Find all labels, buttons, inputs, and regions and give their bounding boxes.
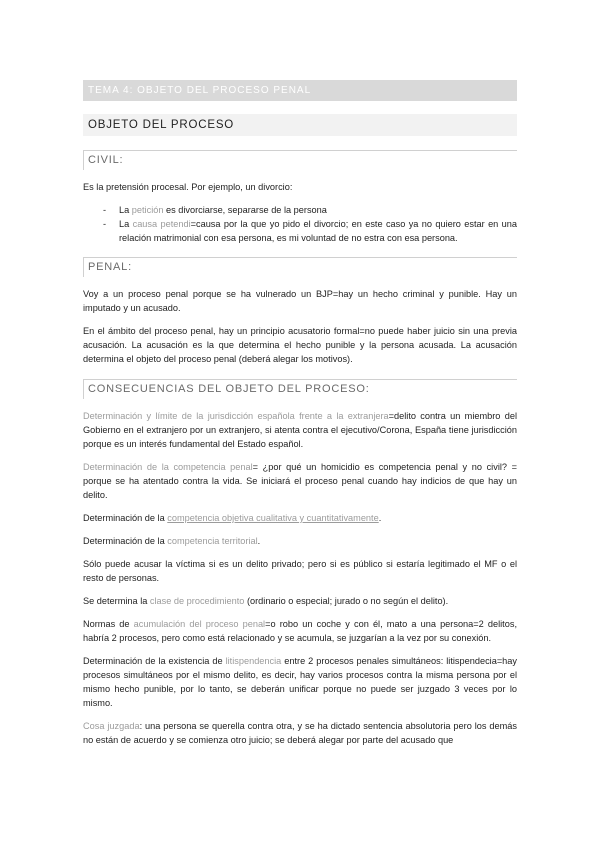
paragraph-text: Normas de	[83, 619, 134, 629]
paragraph-text: Determinación de la	[83, 536, 168, 546]
item-text: La	[119, 205, 132, 215]
consecuencia-legitimacion: Sólo puede acusar la víctima si es un delito privado; pero si es público si estaría legitimado el MF o el resto de personas.	[83, 559, 517, 583]
list-item	[103, 203, 517, 217]
highlighted-term: Cosa juzgada	[83, 721, 140, 731]
paragraph-text: Determinación de la	[83, 513, 168, 523]
item-text: =causa por la que yo pido el divorcio; en este caso ya no quiero estar en una relación matrimonial con esa persona, es mi voluntad de no estra con esa persona.	[119, 219, 517, 243]
highlighted-term: Determinación y límite de la jurisdicción española frente a la extranjera	[83, 411, 389, 421]
highlighted-term: clase de procedimiento	[149, 596, 245, 606]
paragraph-text: : una persona se querella contra otra, y se ha dictado sentencia absolutoria pero los demás no están de acuerdo y se comienza otro juicio; se deberá alegar por parte del acusado que	[83, 721, 517, 745]
consecuencia-clase-procedimiento	[83, 594, 517, 608]
consecuencia-jurisdiccion	[83, 409, 517, 451]
paragraph-text: =delito contra un miembro del Gobierno en el extranjero por un extranjero, si atenta contra el ejecutivo/Corona, España tiene jurisdicción porque es un interés fundamental del Estado español.	[83, 411, 517, 449]
section-heading-consecuencias: CONSECUENCIAS DEL OBJETO DEL PROCESO:	[83, 379, 517, 399]
paragraph-text: entre 2 procesos penales simultáneos: litispendecia=hay procesos simultáneos por el mismo delito, es decir, hay varios procesos contra la misma persona por el mismo hecho punible, por lo tanto, se deberán unificar porque no puede ser juzgado 3 veces por lo mismo.	[83, 656, 517, 708]
paragraph-text: .	[257, 536, 261, 546]
civil-intro: Es la pretensión procesal. Por ejemplo, un divorcio:	[83, 182, 293, 192]
highlighted-term: litispendencia	[225, 656, 282, 666]
consecuencia-competencia-objetiva	[83, 511, 517, 525]
highlighted-term: causa petendi	[132, 219, 191, 229]
paragraph-text: Determinación de la existencia de	[83, 656, 226, 666]
consecuencia-litispendencia	[83, 654, 517, 710]
civil-list	[83, 203, 517, 245]
section-heading-civil: CIVIL:	[83, 150, 517, 170]
list-item	[103, 217, 517, 245]
paragraph-text: Se determina la	[83, 596, 150, 606]
highlighted-term: petición	[131, 205, 164, 215]
highlighted-term: competencia objetiva cualitativa y cuantitativamente	[167, 513, 379, 523]
paragraph-text: =o robo un coche y con él, mato a una persona=2 delitos, habría 2 procesos, pero como está relacionado y se acumula, se juzgarían a la vez por su conexión.	[83, 619, 517, 643]
paragraph-text: .	[378, 513, 382, 523]
highlighted-term: Determinación de la competencia penal	[83, 462, 253, 472]
paragraph-text: (ordinario o especial; jurado o no según el delito).	[244, 596, 449, 606]
document-subtitle: OBJETO DEL PROCESO	[83, 114, 517, 136]
highlighted-term: competencia territorial	[167, 536, 258, 546]
consecuencia-cosa-juzgada	[83, 719, 517, 747]
consecuencia-acumulacion	[83, 617, 517, 645]
item-text: La	[119, 219, 133, 229]
item-text: es divorciarse, separarse de la persona	[163, 205, 327, 215]
highlighted-term: acumulación del proceso penal	[133, 619, 266, 629]
penal-paragraph-2: En el ámbito del proceso penal, hay un principio acusatorio formal=no puede haber juicio sin una previa acusación. La acusación es la que determina el hecho punible y la persona acusada. La acusación determina el objeto del proceso penal (deberá alegar los motivos).	[83, 326, 517, 364]
dash-bullet: -	[103, 205, 107, 215]
section-heading-penal: PENAL:	[83, 257, 517, 277]
penal-paragraph-1: Voy a un proceso penal porque se ha vulnerado un BJP=hay un hecho criminal y punible. Hay un imputado y un acusado.	[83, 289, 517, 313]
document-title: TEMA 4: OBJETO DEL PROCESO PENAL	[83, 80, 517, 101]
consecuencia-competencia-territorial	[83, 534, 517, 548]
document-content	[83, 80, 517, 756]
paragraph-text: = ¿por qué un homicidio es competencia penal y no civil? = porque se ha atentado contra la vida. Se iniciará el proceso penal cuando hay indicios de que hay un delito.	[83, 462, 517, 500]
dash-bullet: -	[103, 219, 107, 229]
consecuencia-competencia-penal	[83, 460, 517, 502]
